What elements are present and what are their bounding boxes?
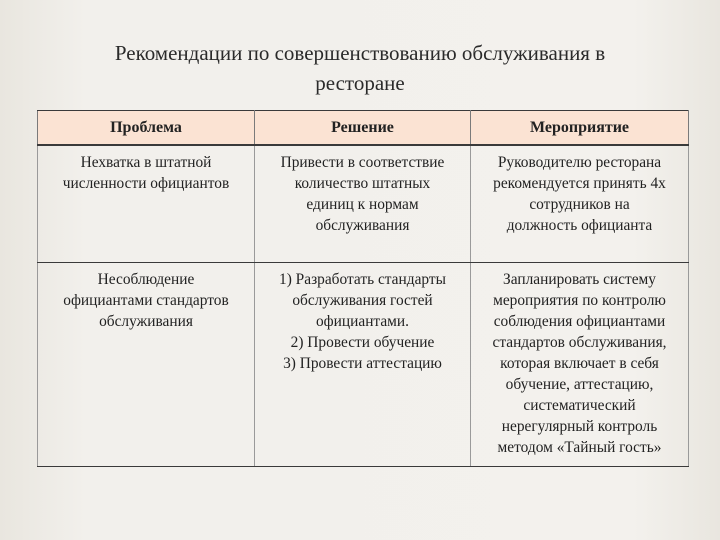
cell-line: систематический — [523, 397, 636, 414]
cell-line: обслуживания — [99, 313, 193, 330]
cell-line: количество штатных — [294, 175, 431, 192]
cell-line: 1) Разработать стандарты — [279, 271, 446, 288]
header-measure: Мероприятие — [471, 111, 689, 146]
cell-line: Нехватка в штатной — [80, 154, 212, 171]
cell-line: численности официантов — [62, 175, 230, 192]
cell-line: официантами стандартов — [63, 292, 229, 309]
table-row — [38, 145, 689, 263]
cell-line: соблюдения официантами — [493, 313, 666, 330]
cell-line: обслуживания — [315, 217, 410, 234]
table-header-row — [38, 111, 689, 146]
cell-line: обслуживания гостей — [292, 292, 433, 309]
slide-title — [40, 38, 680, 98]
cell-line: мероприятия по контролю — [493, 292, 666, 309]
cell-line: Несоблюдение — [97, 271, 195, 288]
cell-solution — [255, 145, 471, 263]
cell-line: Привести в соответствие — [280, 154, 445, 171]
cell-line: рекомендуется принять 4х — [493, 175, 666, 192]
cell-line: единиц к нормам — [306, 196, 419, 213]
cell-line: 3) Провести аттестацию — [283, 355, 442, 372]
cell-line: Запланировать систему — [503, 271, 656, 288]
cell-line: Руководителю ресторана — [497, 154, 662, 171]
table-row — [38, 263, 689, 467]
cell-line: должность официанта — [506, 217, 653, 234]
cell-line: официантами. — [315, 313, 409, 330]
cell-solution — [255, 263, 471, 467]
cell-line: обучение, аттестацию, — [505, 376, 654, 393]
cell-line: нерегулярный контроль — [501, 418, 658, 435]
cell-measure — [471, 145, 689, 263]
header-problem: Проблема — [38, 111, 255, 146]
cell-problem — [38, 263, 255, 467]
cell-line: сотрудников на — [529, 196, 630, 213]
recommendations-table — [37, 110, 689, 467]
cell-line: 2) Провести обучение — [290, 334, 435, 351]
cell-line: методом «Тайный гость» — [497, 439, 662, 456]
cell-line: стандартов обслуживания, — [492, 334, 667, 351]
header-solution: Решение — [255, 111, 471, 146]
cell-problem — [38, 145, 255, 263]
cell-line: которая включает в себя — [500, 355, 659, 372]
cell-measure — [471, 263, 689, 467]
title-line-1: Рекомендации по совершенствованию обслуживания в — [114, 41, 606, 65]
title-line-2: ресторане — [315, 71, 405, 95]
